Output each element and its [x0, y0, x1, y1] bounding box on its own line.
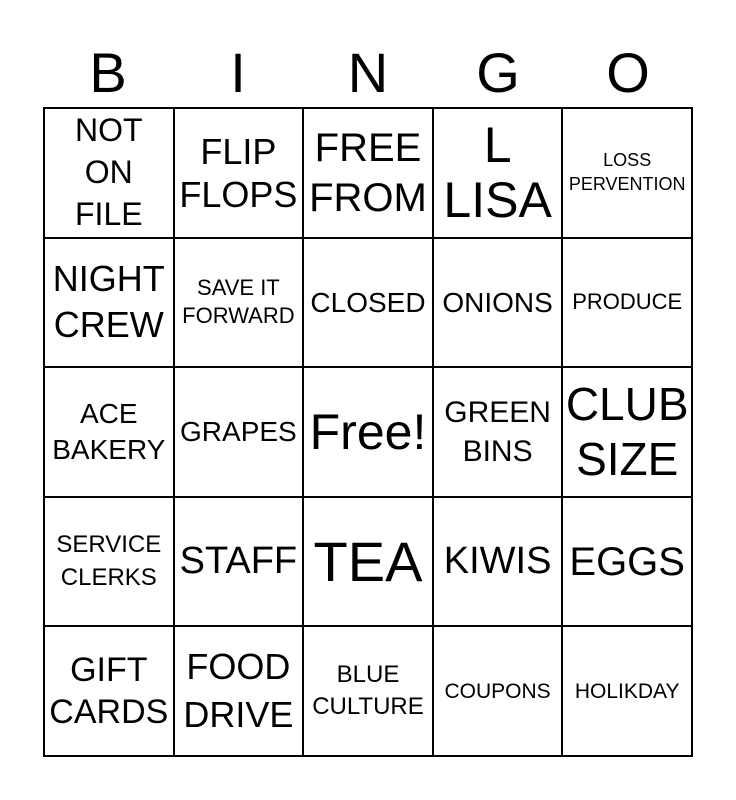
bingo-cell-label: SAVE IT FORWARD [182, 274, 295, 329]
header-letter-n: N [347, 41, 389, 104]
bingo-cell-label: FOOD DRIVE [183, 645, 294, 736]
bingo-cell-label: GIFT CARDS [49, 650, 169, 732]
bingo-cell[interactable] [433, 626, 563, 756]
bingo-cell-label: KIWIS [443, 539, 552, 582]
bingo-cell[interactable] [174, 108, 304, 238]
bingo-cell[interactable] [44, 626, 174, 756]
bingo-cell-label: LOSS PERVENTION [568, 150, 686, 194]
bingo-cell[interactable] [433, 367, 563, 497]
bingo-cell-label: STAFF [179, 539, 298, 582]
bingo-cell[interactable] [562, 626, 692, 756]
bingo-cell[interactable] [44, 238, 174, 368]
bingo-cell[interactable] [562, 497, 692, 627]
bingo-cell[interactable] [433, 497, 563, 627]
bingo-cell-label: CLOSED [310, 286, 426, 318]
bingo-cell[interactable] [174, 238, 304, 368]
bingo-cell[interactable] [562, 108, 692, 238]
bingo-cell[interactable] [303, 626, 433, 756]
bingo-cell-label: SERVICE CLERKS [56, 531, 162, 591]
bingo-cell-label: L LISA [443, 116, 552, 228]
bingo-cell-label: Free! [309, 403, 427, 460]
bingo-cell[interactable] [174, 626, 304, 756]
bingo-cell-label: FLIP FLOPS [179, 130, 298, 215]
bingo-cell-label: TEA [313, 530, 423, 593]
bingo-cell-label: PRODUCE [572, 289, 683, 315]
bingo-cell[interactable] [303, 367, 433, 497]
bingo-cell[interactable] [562, 238, 692, 368]
bingo-cell[interactable] [562, 367, 692, 497]
bingo-cell-label: HOLIKDAY [574, 679, 680, 703]
bingo-cell[interactable] [433, 238, 563, 368]
bingo-card-grid [43, 107, 693, 757]
bingo-cell[interactable] [174, 367, 304, 497]
bingo-cell-label: GREEN BINS [444, 395, 551, 468]
bingo-cell[interactable] [303, 497, 433, 627]
bingo-cell-label: FREE FROM [309, 125, 427, 220]
bingo-cell[interactable] [44, 497, 174, 627]
bingo-header [43, 40, 693, 106]
bingo-cell-label: NIGHT CREW [52, 257, 165, 346]
bingo-cell-label: ACE BAKERY [52, 397, 166, 465]
bingo-cell-label: CLUB SIZE [565, 377, 689, 485]
bingo-cell-label: ONIONS [442, 286, 553, 318]
bingo-cell-label: NOT ON FILE [75, 112, 143, 232]
header-letter-g: G [476, 41, 520, 104]
header-letter-b: B [89, 41, 127, 104]
bingo-cell[interactable] [174, 497, 304, 627]
bingo-cell-label: COUPONS [444, 679, 551, 703]
header-letter-o: O [606, 41, 650, 104]
bingo-cell[interactable] [44, 108, 174, 238]
header-letter-i: I [230, 41, 246, 104]
bingo-cell[interactable] [303, 238, 433, 368]
bingo-cell[interactable] [44, 367, 174, 497]
bingo-cell[interactable] [303, 108, 433, 238]
bingo-cell-label: EGGS [569, 539, 685, 584]
bingo-cell-label: BLUE CULTURE [312, 660, 424, 721]
bingo-cell[interactable] [433, 108, 563, 238]
bingo-cell-label: GRAPES [180, 416, 297, 448]
